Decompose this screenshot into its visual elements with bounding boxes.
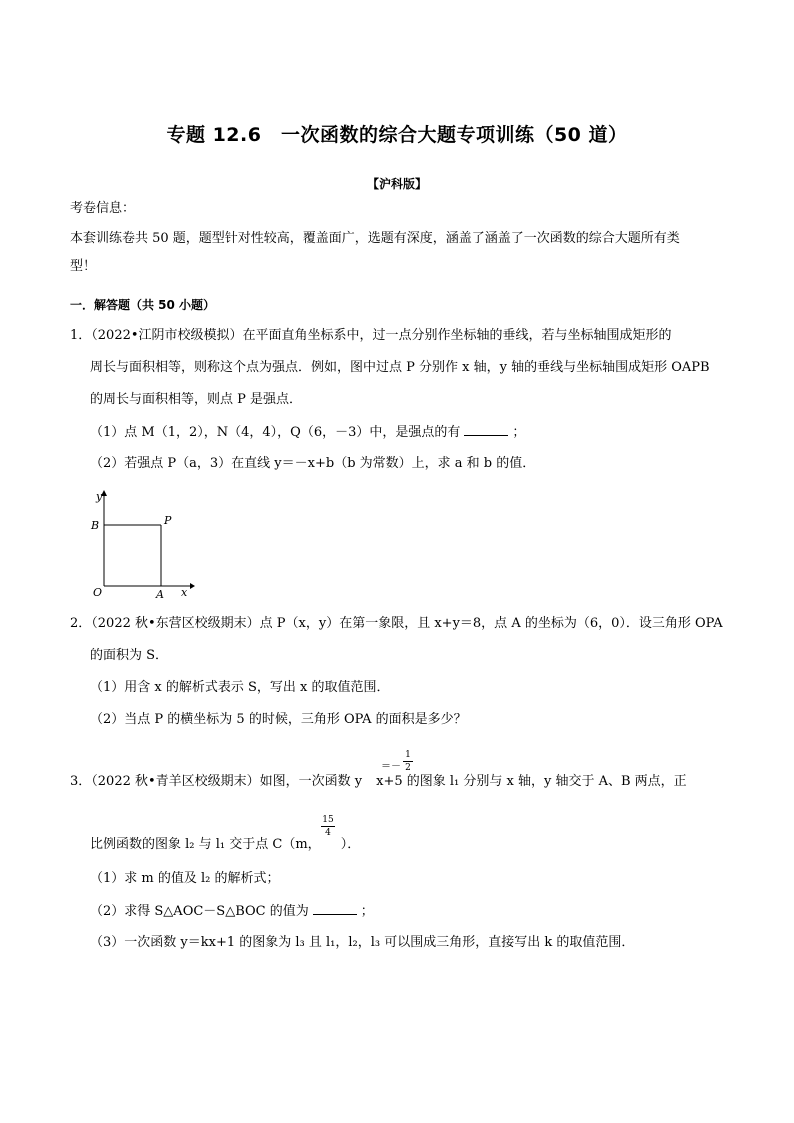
q1-sub1-end: ； [512, 425, 526, 440]
answer-blank[interactable] [313, 902, 357, 915]
info-text-line2: 型！ [70, 259, 97, 274]
label-o: O [93, 586, 103, 599]
q1-sub1-text: （1）点 M（1，2），N（4，4），Q（6，－3）中，是强点的有 [90, 425, 461, 440]
label-y: y [96, 490, 103, 503]
q1-line2: 周长与面积相等，则称这个点为强点．例如，图中过点 P 分别作 x 轴，y 轴的垂线与坐标轴围成矩形 OAPB [90, 360, 710, 375]
q2-sub2: （2）当点 P 的横坐标为 5 的时候，三角形 OPA 的面积是多少？ [90, 712, 467, 727]
q2-line1: 2．（2022 秋•东营区校级期末）点 P（x，y）在第一象限，且 x+y＝8，点 A 的坐标为（6，0）．设三角形 OPA [70, 616, 723, 631]
section-heading: 一．解答题（共 50 小题） [70, 298, 216, 312]
answer-blank[interactable] [464, 423, 508, 436]
q3-fraction-15-4 [321, 815, 335, 838]
q3-sub1: （1）求 m 的值及 l₂ 的解析式； [90, 871, 280, 886]
q3-sub2-text: （2）求得 S△AOC－S△BOC 的值为 [90, 904, 309, 919]
q3-fraction-half [403, 750, 413, 773]
q3-line2-b: ）． [340, 837, 361, 852]
q3-sub3: （3）一次函数 y＝kx+1 的图象为 l₃ 且 l₁，l₂，l₃ 可以围成三角形，直接写出 k 的取值范围． [90, 935, 635, 950]
label-b: B [91, 519, 100, 532]
q3-frac1-den: 2 [405, 763, 411, 773]
q1-figure [86, 488, 196, 600]
page-title: 专题 12.6 一次函数的综合大题专项训练（50 道） [166, 124, 628, 146]
q3-frac2-num: 15 [322, 815, 334, 825]
x-axis-arrow [190, 583, 195, 589]
label-p: P [164, 514, 172, 527]
q1-sub1 [90, 423, 525, 442]
q1-line3: 的周长与面积相等，则点 P 是强点． [90, 392, 303, 407]
q3-frac2-den: 4 [325, 828, 331, 838]
q1-sub2: （2）若强点 P（a，3）在直线 y＝－x+b（b 为常数）上，求 a 和 b 的值． [90, 456, 536, 471]
q1-line1: 1．（2022•江阴市校级模拟）在平面直角坐标系中，过一点分别作坐标轴的垂线，若与坐标轴围成矩形的 [70, 328, 672, 343]
q3-line2 [90, 836, 360, 854]
q2-sub1: （1）用含 x 的解析式表示 S，写出 x 的取值范围． [90, 680, 390, 695]
q3-line1-b: x+5 的图象 l₁ 分别与 x 轴，y 轴交于 A、B 两点，正 [376, 774, 687, 789]
edition-label: 【沪科版】 [366, 177, 427, 191]
label-x: x [181, 586, 188, 599]
q3-frac1-num: 1 [405, 750, 411, 760]
q3-line1-a: 3．（2022 秋•青羊区校级期末）如图，一次函数 y [70, 774, 363, 789]
q3-eq-sign: ＝－ [381, 761, 401, 772]
q3-line2-a: 比例函数的图象 l₂ 与 l₁ 交于点 C（m， [90, 837, 321, 852]
info-text-line1: 本套训练卷共 50 题，题型针对性较高，覆盖面广，选题有深度，涵盖了涵盖了一次函数的综合大题所有类 [70, 231, 680, 246]
label-a: A [156, 588, 164, 600]
q2-line2: 的面积为 S． [90, 648, 169, 663]
q3-line1 [70, 773, 687, 791]
q3-sub2 [90, 902, 374, 921]
info-label: 考卷信息： [70, 201, 136, 216]
q3-sub2-end: ； [360, 904, 374, 919]
